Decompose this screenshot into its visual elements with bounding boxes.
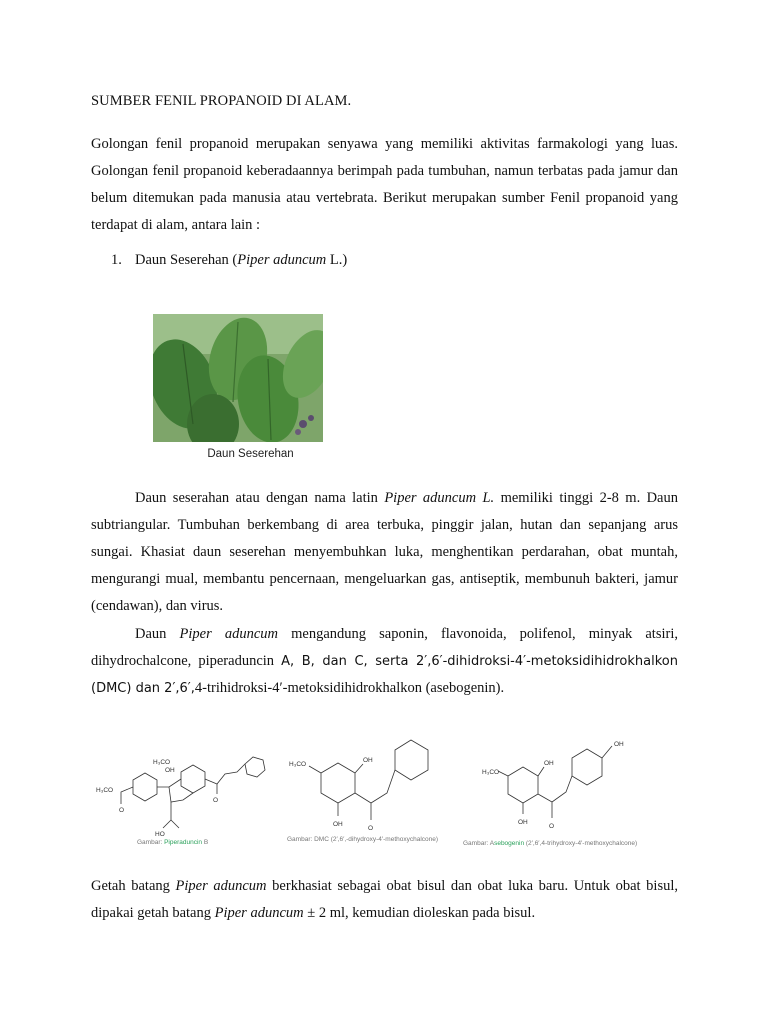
content-paragraph	[91, 621, 678, 702]
intro-paragraph: Golongan fenil propanoid merupakan senyawa yang memiliki aktivitas farmakologi yang luas. Golongan fenil propanoid keberadaannya berimpah pada tumbuhan, namun terbatas pada jamur dan belum ditemukan pada manusia atau vertebrata. Berikut merupakan sumber Fenil propanoid yang terdapat di alam, antara lain :	[91, 136, 678, 233]
para2-latin: Piper aduncum L.	[384, 490, 495, 506]
s3-label-c: OH	[544, 760, 554, 767]
structure-piperaduncin-b	[93, 742, 278, 852]
structure-2-caption	[287, 836, 438, 843]
para2-text-a: Daun seserahan atau dengan nama latin	[135, 490, 385, 506]
s2-label-c: OH	[333, 821, 343, 828]
cap3-prefix: Gambar: A	[463, 840, 495, 847]
para3-text-d: 4-trihidroksi-4′-metoksidihidrokhalkon (asebogenin).	[194, 680, 505, 696]
cap1-prefix: Gambar:	[137, 839, 165, 846]
description-paragraph	[91, 485, 678, 620]
para3-text-c: A, B, dan C, serta 2′,6′-dihidroksi-4′-metoksidihidrokhalkon (DMC) dan 2′,6′,	[91, 654, 678, 696]
s1-label-b: OH	[165, 767, 175, 774]
s3-label-b: H₃CO	[482, 769, 500, 776]
structure-asebogenin	[460, 734, 650, 849]
list-latin-name: Piper aduncum	[237, 252, 327, 268]
usage-paragraph	[91, 873, 678, 927]
para2-text-b: memiliki tinggi 2-8 m. Daun subtriangular. Tumbuhan berkembang di area terbuka, pinggir jalan, hutan dan sepanjang arus sungai. Khasiat daun seserehan menyembuhkan luka, menghentikan perdarahan, obat muntah, mengurangi mual, membantu pencernaan, mengeluarkan gas, antiseptik, membunuh bakteri, jamur (cendawan), dan virus.	[91, 490, 678, 614]
s1-label-f: O	[213, 797, 219, 804]
cap1-suffix: B	[202, 839, 209, 846]
para3-text-a: Daun	[135, 626, 180, 642]
s2-label-b: OH	[363, 757, 373, 764]
s1-label-a: H₃CO	[153, 759, 171, 766]
cap3-highlight: sebogenin	[494, 840, 525, 847]
s3-label-e: O	[549, 823, 555, 830]
document-heading: SUMBER FENIL PROPANOID DI ALAM.	[91, 93, 352, 109]
cap2-prefix: Gambar: DMC (2′,6′,-dihydroxy-4′-methoxychalcone)	[287, 836, 439, 843]
leaf-photo	[153, 314, 323, 442]
structure-1-caption	[137, 839, 208, 846]
list-number: 1.	[111, 252, 122, 268]
cap3-suffix: (2′,6′,4-trihydroxy-4′-methoxychalcone)	[524, 840, 638, 847]
structure-3-caption	[463, 840, 637, 847]
para4-text-a: Getah batang	[91, 878, 176, 894]
s3-label-a: OH	[614, 741, 624, 748]
cap1-highlight: Piperaduncin	[164, 839, 203, 846]
list-text-before: Daun Seserehan (	[135, 252, 238, 268]
s2-label-d: O	[368, 825, 374, 832]
s1-label-d: O	[119, 807, 125, 814]
list-item-1	[111, 252, 347, 269]
para3-text-b: mengandung saponin, flavonoida, polifenol, minyak atsiri, dihydrochalcone, piperaduncin	[91, 626, 678, 669]
para4-latin-1: Piper aduncum	[175, 878, 267, 894]
para4-text-b: berkhasiat sebagai obat bisul dan obat luka baru. Untuk obat bisul, dipakai getah batang	[91, 878, 678, 921]
para4-latin-2: Piper aduncum	[214, 905, 304, 921]
s2-label-a: H₃CO	[289, 761, 307, 768]
leaf-photo-illustration	[153, 314, 323, 442]
s3-label-d: OH	[518, 819, 528, 826]
structure-dmc	[283, 728, 453, 846]
photo-caption: Daun Seserehan	[207, 448, 294, 460]
s1-label-c: H₃CO	[96, 787, 114, 794]
para3-latin: Piper aduncum	[179, 626, 278, 642]
s1-label-e: HO	[155, 831, 165, 838]
list-text-after: L.)	[326, 252, 348, 268]
para4-text-c: ± 2 ml, kemudian dioleskan pada bisul.	[303, 905, 536, 921]
